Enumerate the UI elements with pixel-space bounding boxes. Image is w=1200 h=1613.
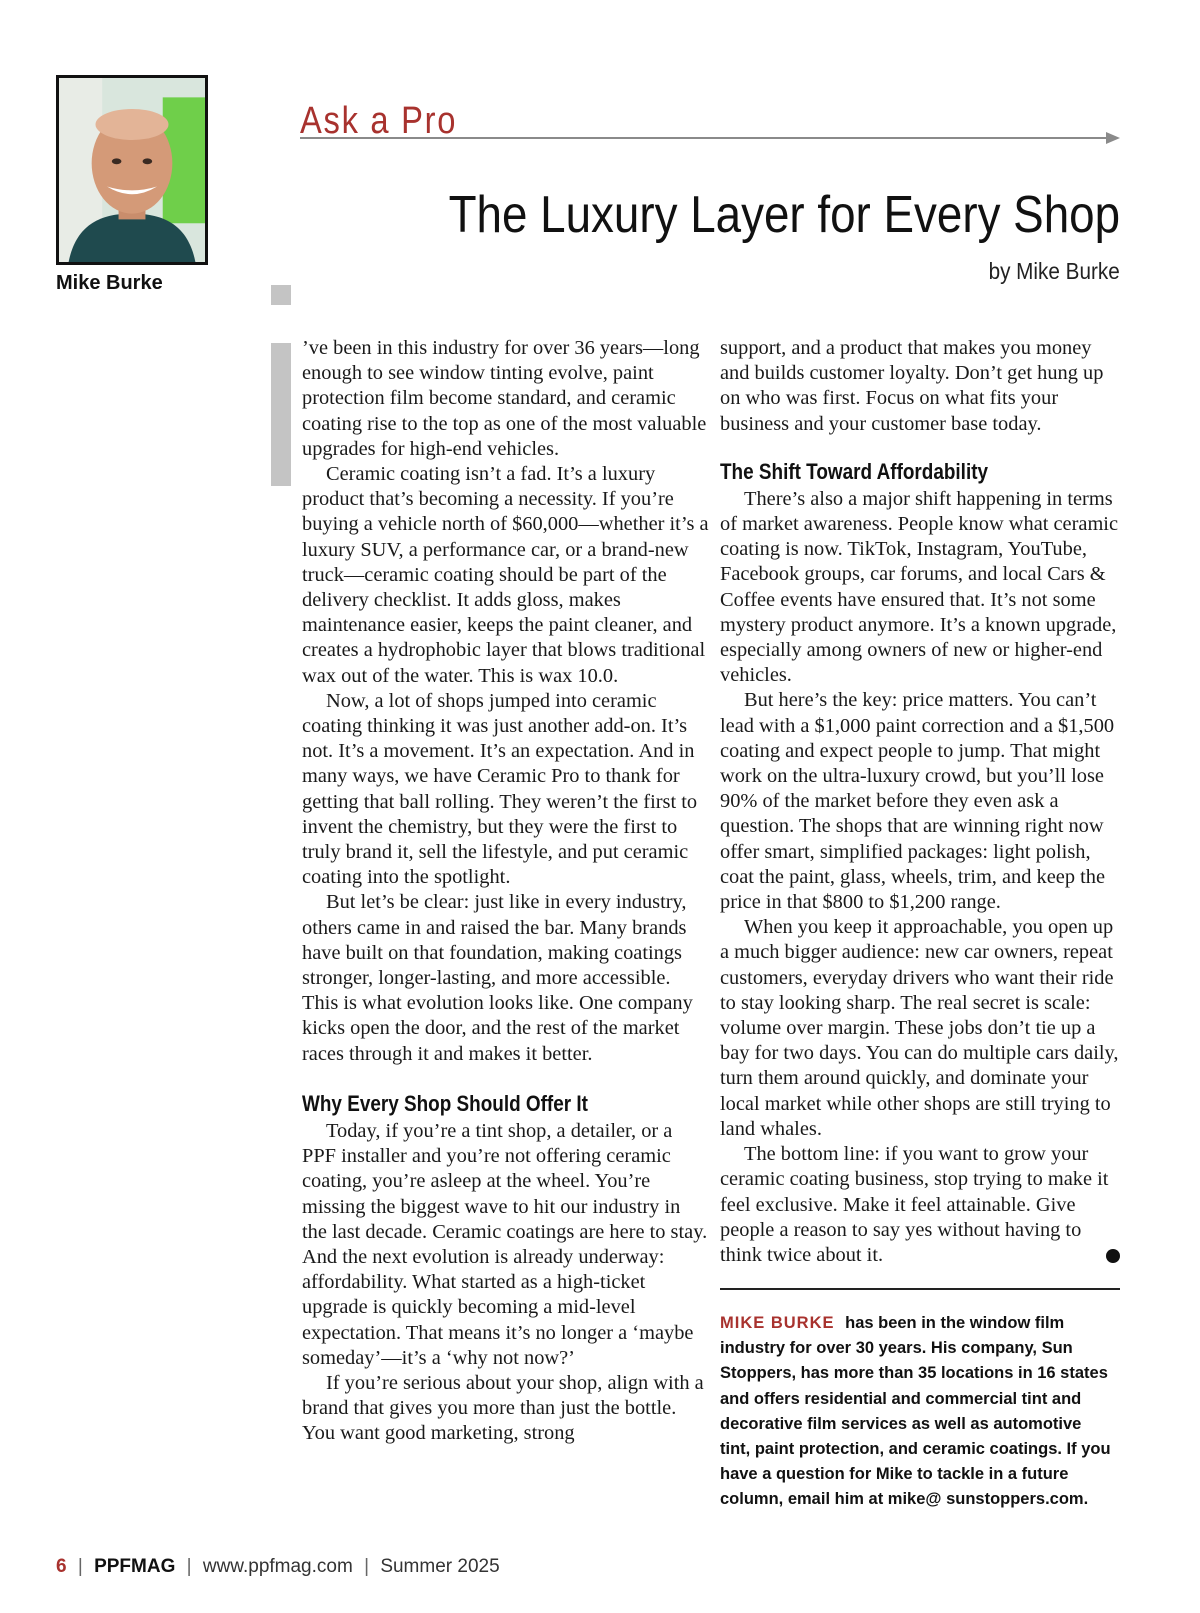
end-mark-icon	[1106, 1249, 1120, 1263]
page-number: 6	[56, 1556, 67, 1577]
bio-text: has been in the window film industry for over 30 years. His company, Sun Stoppers, has more than 35 locations in 16 states and offers residential and commercial tint and decorative film services as well as automotive tint, paint protection, and ceramic coatings. If you have a question for Mike to tackle in a future column, email him at mike@ sunstoppers.com.	[720, 1314, 1111, 1509]
article-title: The Luxury Layer for Every Shop	[448, 186, 1120, 244]
paragraph: But let’s be clear: just like in every industry, others came in and raised the bar. Many brands have built on that foundation, making coatings stronger, longer-lasting, and more accessible. This is what evolution looks like. One company kicks open the door, and the rest of the market races through it and makes it better.	[302, 891, 693, 1065]
paragraph-last-text: The bottom line: if you want to grow your ceramic coating business, stop trying to make it feel exclusive. Make it feel attainable. Give people a reason to say yes without having to think twice about it.	[720, 1143, 1109, 1266]
paragraph: But here’s the key: price matters. You can’t lead with a $1,000 paint correction and a $1,500 coating and expect people to jump. That might work on the ultra-luxury crowd, but you’ll lose 90% of the market before they even ask a question. The shops that are winning right now offer smart, simplified packages: light polish, coat the paint, glass, wheels, trim, and keep the price in that $800 to $1,200 range.	[720, 689, 1115, 914]
subheading: The Shift Toward Affordability	[720, 458, 989, 484]
footer-separator: |	[186, 1556, 192, 1577]
article-column-left	[302, 336, 710, 1447]
paragraph: ’ve been in this industry for over 36 years—long enough to see window tinting evolve, paint protection film become standard, and ceramic coating rise to the top as one of the most valuable upgrades for high-end vehicles.	[302, 337, 707, 460]
footer-separator: |	[364, 1556, 370, 1577]
subheading: Why Every Shop Should Offer It	[302, 1090, 588, 1116]
article-byline: by Mike Burke	[988, 258, 1120, 284]
paragraph: When you keep it approachable, you open up a much bigger audience: new car owners, repeat customers, everyday drivers who want their ride to stay looking sharp. The real secret is scale: volume over margin. These jobs don’t tie up a bay for two days. You can do multiple cars daily, turn them around quickly, and dominate your local market while other shops are still trying to land whales.	[720, 916, 1119, 1140]
paragraph: There’s also a major shift happening in terms of market awareness. People know what ceramic coating is now. TikTok, Instagram, YouTube, Facebook groups, car forums, and local Cars & Coffee events have ensured that. It’s not some mystery product anymore. It’s a known upgrade, especially among owners of new or higher-end vehicles.	[720, 487, 1119, 687]
paragraph: Today, if you’re a tint shop, a detailer, or a PPF installer and you’re not offering ceramic coating, you’re asleep at the wheel. You’re missing the biggest wave to hit our industry in the last decade. Ceramic coatings are here to stay. And the next evolution is already underway: affordability. What started as a high-ticket upgrade is quickly becoming a mid-level expectation. That means it’s no longer a ‘maybe someday’—it’s a ‘why not now?’	[302, 1119, 708, 1369]
page-footer	[56, 1556, 500, 1578]
decorative-gray-square	[271, 285, 291, 305]
magazine-url: www.ppfmag.com	[202, 1556, 353, 1577]
magazine-name: PPFMAG	[94, 1556, 176, 1577]
section-label: Ask a Pro	[300, 100, 458, 142]
author-photo	[56, 75, 208, 265]
photo-caption: Mike Burke	[56, 272, 163, 294]
drop-cap-bar	[271, 343, 291, 486]
paragraph: Now, a lot of shops jumped into ceramic coating thinking it was just another add-on. It’s not. It’s a movement. It’s an expectation. And in many ways, we have Ceramic Pro to thank for getting that ball rolling. They weren’t the first to invent the chemistry, but they were the first to truly brand it, sell the lifestyle, and put ceramic coating into the spotlight.	[302, 689, 698, 889]
paragraph: support, and a product that makes you money and builds customer loyalty. Don’t get hung up on who was first. Focus on what fits your business and your customer base today.	[720, 337, 1104, 435]
paragraph-last	[720, 1142, 1120, 1268]
article-column-right	[720, 336, 1120, 1268]
section-rule-arrow	[300, 131, 1120, 145]
paragraph: Ceramic coating isn’t a fad. It’s a luxury product that’s becoming a necessity. If you’re buying a vehicle north of $60,000—whether it’s a luxury SUV, a performance car, or a brand-new truck—ceramic coating should be part of the delivery checklist. It adds gloss, makes maintenance easier, keeps the paint cleaner, and creates a hydrophobic layer that blows traditional wax out of the water. This is wax 10.0.	[302, 463, 709, 687]
issue-date: Summer 2025	[380, 1556, 500, 1577]
footer-separator: |	[77, 1556, 83, 1577]
bio-divider	[720, 1288, 1120, 1290]
author-bio	[720, 1311, 1115, 1513]
author-portrait-image	[59, 78, 205, 262]
bio-author-name: MIKE BURKE	[720, 1314, 835, 1332]
paragraph: If you’re serious about your shop, align with a brand that gives you more than just the bottle. You want good marketing, strong	[302, 1371, 704, 1445]
